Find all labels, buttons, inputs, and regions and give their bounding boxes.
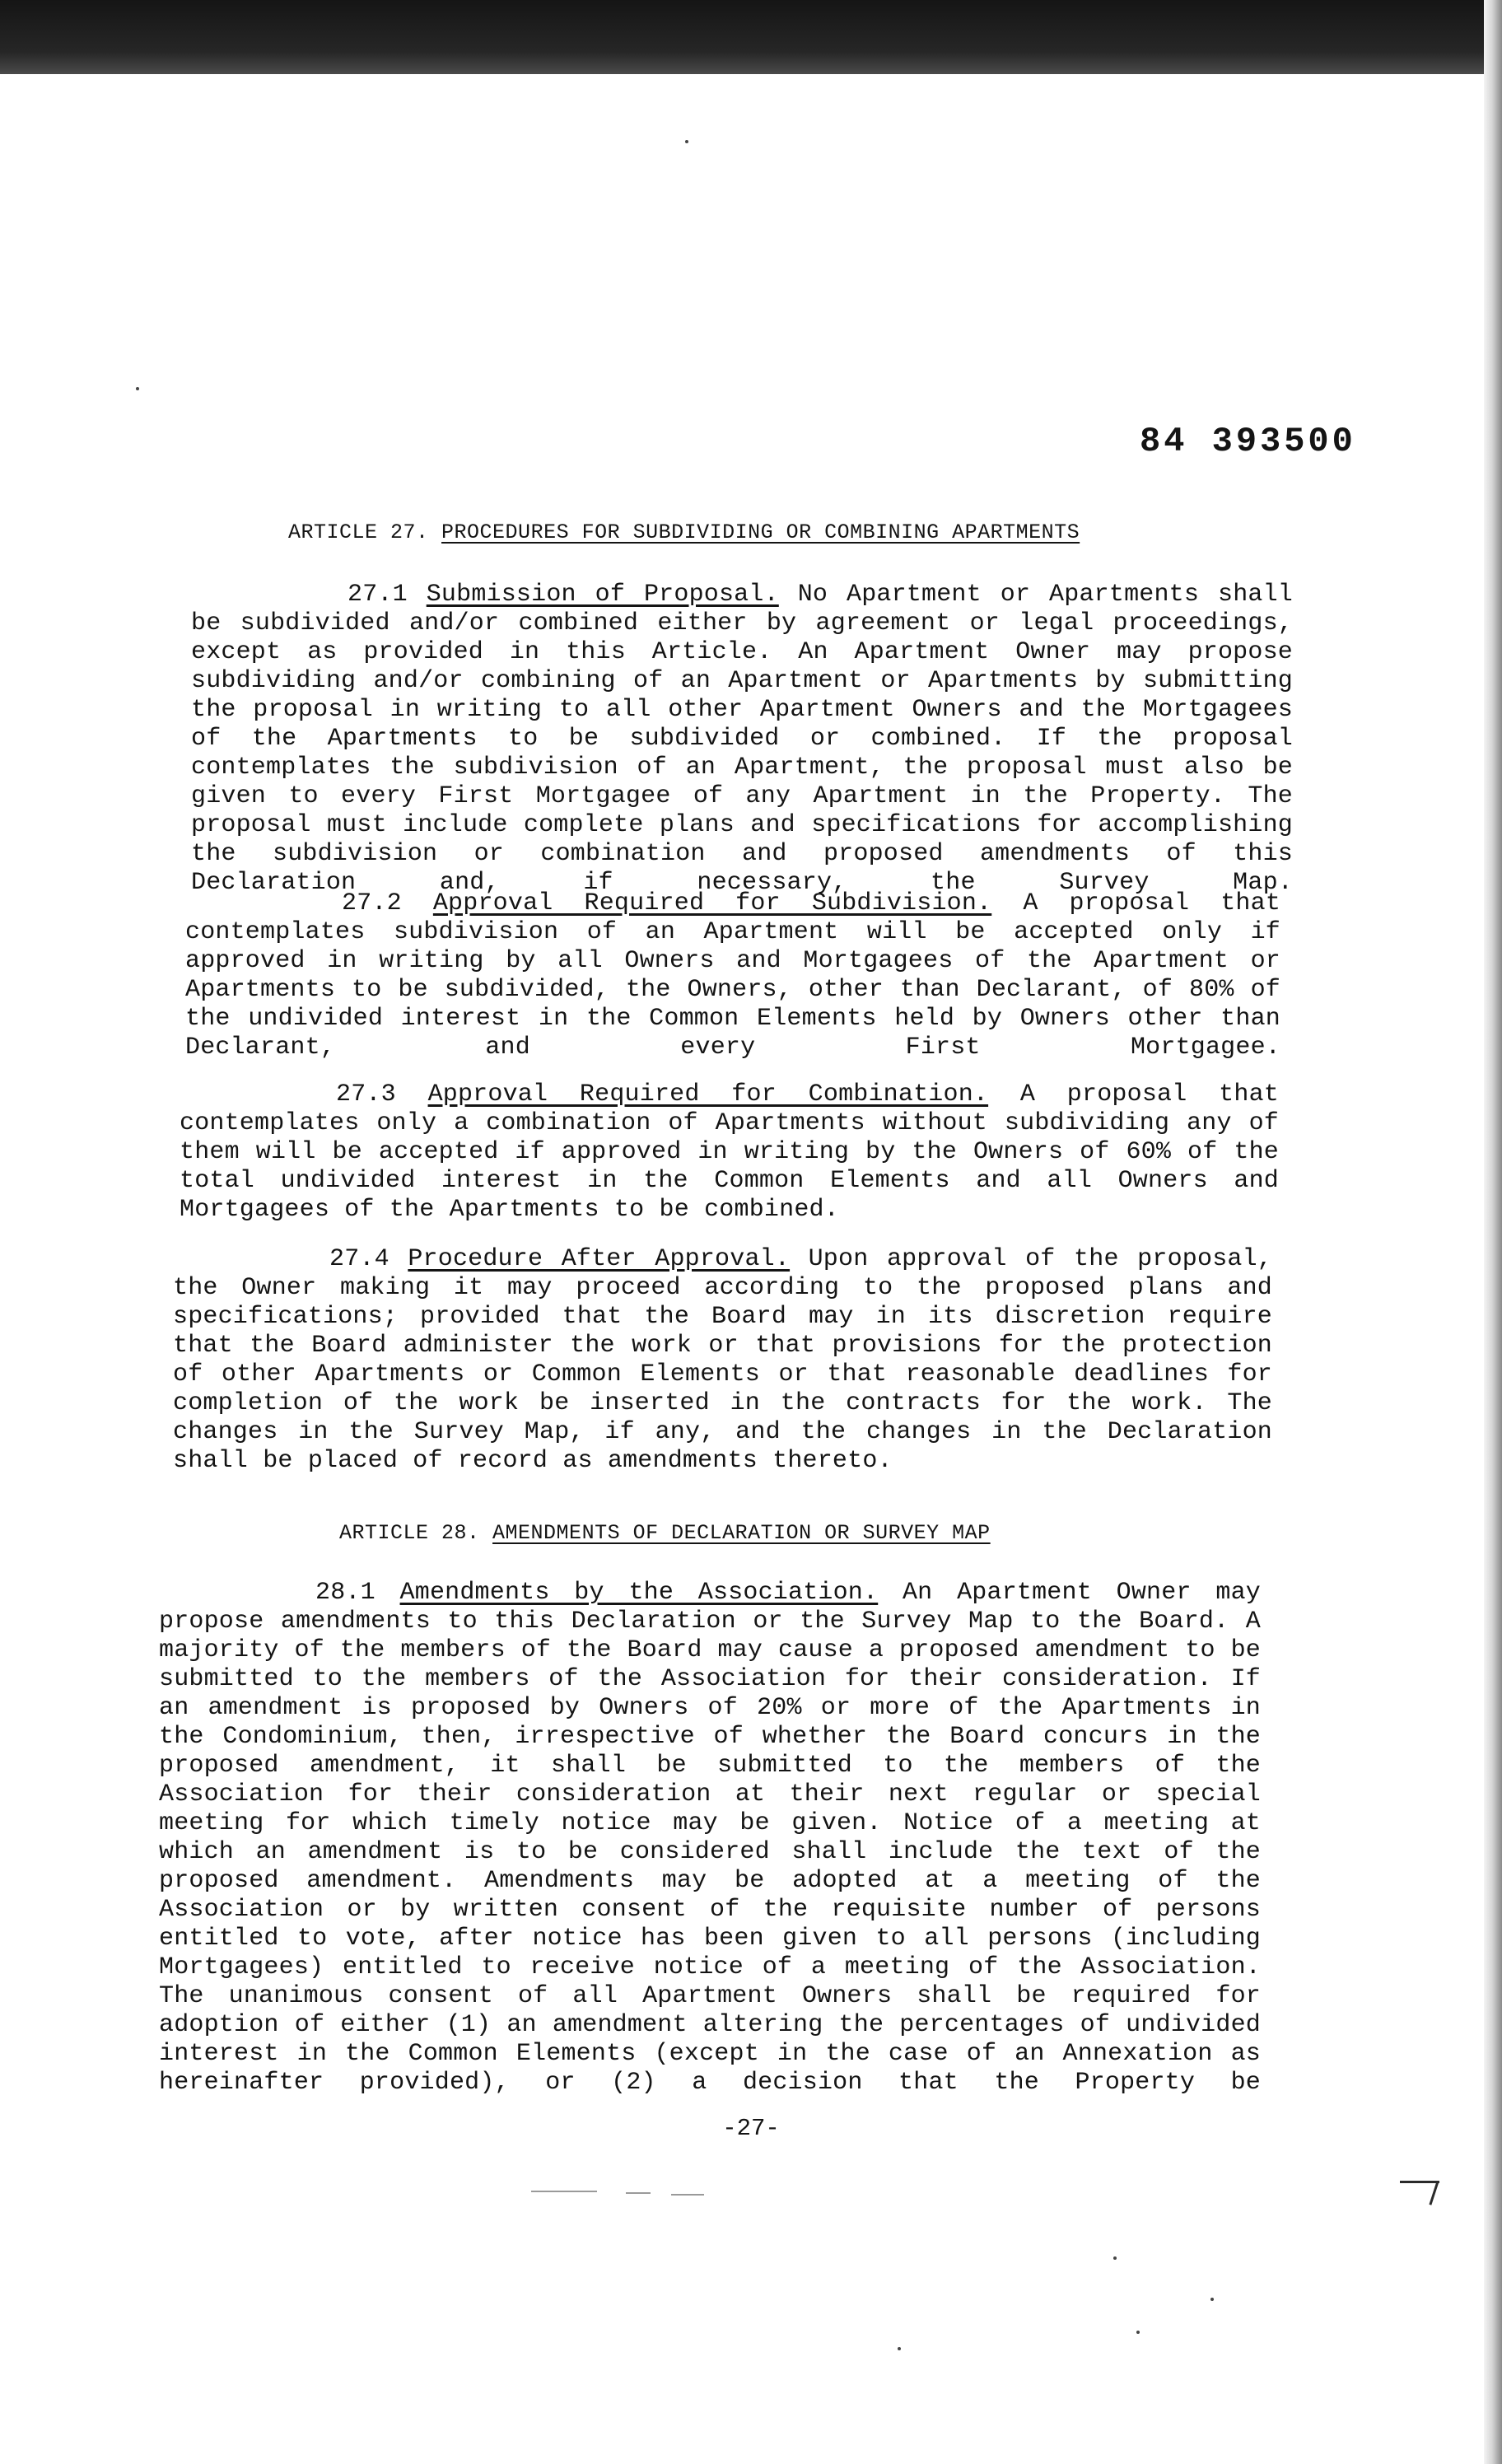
section-27-3 — [180, 1080, 1279, 1225]
section-28-1 — [159, 1579, 1261, 2098]
article-27-heading — [288, 520, 1080, 544]
scan-speck — [1113, 2256, 1117, 2260]
section-27-1 — [191, 581, 1293, 898]
page-number: -27- — [722, 2115, 780, 2142]
section-number: 27.3 — [336, 1080, 396, 1108]
article-28-number: ARTICLE 28. — [339, 1521, 480, 1545]
article-27-title: PROCEDURES FOR SUBDIVIDING OR COMBINING APARTMENTS — [441, 520, 1080, 544]
scan-speck — [685, 140, 688, 143]
article-28-heading — [339, 1521, 991, 1545]
scan-dash — [671, 2194, 704, 2196]
scan-speck — [1136, 2331, 1140, 2334]
section-27-2 — [185, 889, 1280, 1062]
scan-top-border — [0, 0, 1502, 74]
section-text: A proposal that contemplates only a combination of Apartments without subdividing any of them will be accepted if approved in writing by the Owners of 60% of the total undivided interest in the Common Elements and all Owners and Mortgagees of the Apartments to be combined. — [180, 1080, 1279, 1224]
section-text: Upon approval of the proposal, the Owner making it may proceed according to the proposed plans and specifications; provided that the Board may in its discretion require that the Board administer the work or that provisions for the protection of other Apartments or Common Elements or that reasonable deadlines for completion of the work be inserted in the contracts for the work. The changes in the Survey Map, if any, and the changes in the Declaration shall be placed of record as amendments thereto. — [173, 1245, 1273, 1475]
document-number: 84 393500 — [1140, 422, 1356, 461]
scan-dash — [626, 2192, 651, 2194]
scan-speck — [1210, 2298, 1214, 2301]
scan-mark-corner — [1400, 2181, 1439, 2183]
section-27-4 — [173, 1245, 1272, 1476]
section-heading: Amendments by the Association. — [399, 1579, 879, 1607]
section-number: 27.1 — [348, 581, 408, 609]
section-heading: Approval Required for Subdivision. — [432, 889, 992, 917]
section-text: A proposal that contemplates subdivision of an Apartment will be accepted only if approved in writing by all Owners and Mortgagees of the Apartment or Apartments to be subdivided, the Owners, other than Declarant, of 80% of the undivided interest in the Common Elements held by Owners other than Declarant, and every First Mortgagee. — [185, 889, 1281, 1062]
section-text: An Apartment Owner may propose amendments to this Declaration or the Survey Map to the Board. A majority of the members of the Board may cause a proposed amendment to be submitted to the members of the Association for their consideration. If an amendment is proposed by Owners of 20% or more of the Apartments in the Condominium, then, irrespective of whether the Board concurs in the proposed amendment, it shall be submitted to the members of the Association for their consideration at their next regular or special meeting for which timely notice may be given. Notice of a meeting at which an amendment is to be considered shall include the text of the proposed amendment. Amendments may be adopted at a meeting of the Association or by written consent of the requisite number of persons entitled to vote, after notice has been given to all persons (including Mortgagees) entitled to receive notice of a meeting of the Association. The unanimous consent of all Apartment Owners shall be required for adoption of either (1) an amendment altering the percentages of undivided interest in the Common Elements (except in the case of an Annexation as hereinafter provided), or (2) a decision that the Property be — [159, 1579, 1261, 2097]
section-heading: Submission of Proposal. — [426, 581, 779, 609]
section-number: 28.1 — [315, 1579, 376, 1607]
scan-right-border — [1484, 0, 1502, 2464]
section-heading: Approval Required for Combination. — [427, 1080, 989, 1108]
section-heading: Procedure After Approval. — [408, 1245, 791, 1273]
scan-dash — [531, 2191, 597, 2192]
section-number: 27.4 — [329, 1245, 389, 1273]
scan-speck — [898, 2347, 901, 2350]
section-text: No Apartment or Apartments shall be subdivided and/or combined either by agreement or legal proceedings, except as provided in this Article. An Apartment Owner may propose subdividing and/or combining of an Apartment or Apartments by submitting the proposal in writing to all other Apartment Owners and the Mortgagees of the Apartments to be subdivided or combined. If the proposal contemplates the subdivision of an Apartment, the proposal must also be given to every First Mortgagee of any Apartment in the Property. The proposal must include complete plans and specifications for accomplishing the subdivision or combination and proposed amendments of this Declaration and, if necessary, the Survey Map. — [191, 581, 1294, 897]
article-27-number: ARTICLE 27. — [288, 520, 429, 544]
scan-speck — [136, 387, 139, 390]
article-28-title: AMENDMENTS OF DECLARATION OR SURVEY MAP — [492, 1521, 991, 1545]
scan-mark-corner-tick — [1429, 2181, 1439, 2205]
section-number: 27.2 — [342, 889, 402, 917]
